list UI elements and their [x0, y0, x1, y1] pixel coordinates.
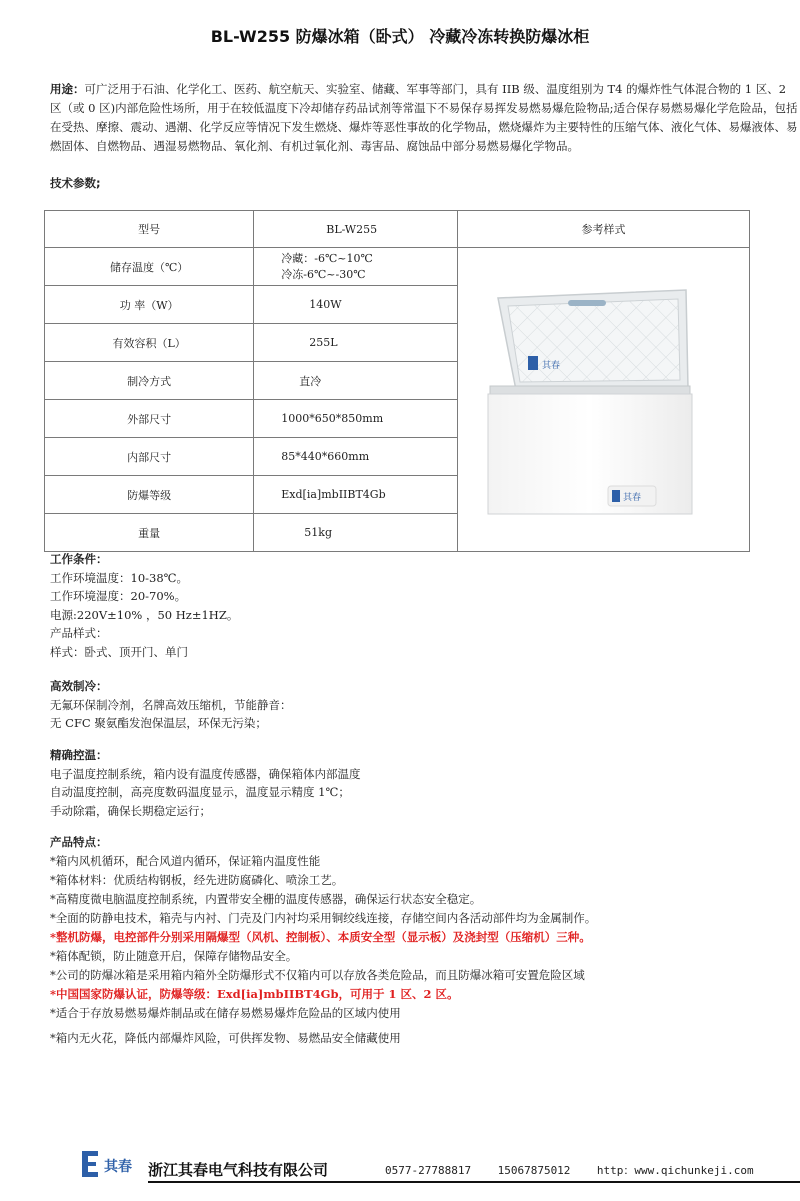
model-label: 型号	[45, 211, 254, 248]
explosion-grade-label: 防爆等级	[45, 476, 254, 514]
cooling-section	[50, 677, 790, 733]
feature-item: *公司的防爆冰箱是采用箱内箱外全防爆形式不仅箱内可以存放各类危险品，而且防爆冰箱可安置危险区域	[50, 968, 585, 982]
svg-text:其春: 其春	[541, 361, 560, 371]
storage-temp-refrigerate: 冷藏：-6℃~10℃	[281, 251, 373, 265]
feature-item-highlight: *整机防爆，电控部件分别采用隔爆型（风机、控制板）、本质安全型（显示板）及浇封型（压缩机）三种。	[50, 930, 591, 944]
feature-item: *箱体材料：优质结构钢板，经先进防腐磷化、喷涂工艺。	[50, 873, 344, 887]
footer	[80, 1147, 800, 1187]
weight-value: 51kg	[254, 514, 458, 552]
feature-item: *高精度微电脑温度控制系统，内置带安全栅的温度传感器，确保运行状态安全稳定。	[50, 892, 482, 906]
tech-params-heading: 技术参数;	[50, 176, 101, 190]
feature-item: *适合于存放易燃易爆炸制品或在储存易燃易爆炸危险品的区域内使用	[50, 1006, 401, 1020]
svg-text:其春: 其春	[104, 1159, 132, 1175]
internal-size-value: 85*440*660mm	[254, 438, 458, 476]
usage-text: 可广泛用于石油、化学化工、医药、航空航天、实验室、储藏、军事等部门，具有 IIB 级、温度组别为 T4 的爆炸性气体混合物的 1 区、2 区（或 0 区)内部危险性场所，用于在较低温度下冷却储存药品试剂等常温下不易保存易挥发易燃易爆危险物品;适合保存易燃易爆化学危险品，包括在受热、摩擦、震动、遇潮、化学反应等情况下发生燃烧、爆炸等恶性事故的化学物品，燃烧爆炸为主要特性的压缩气体、液化气体、易爆液体、易燃固体、自燃物品、遇湿易燃物品、氧化剂、有机过氧化剂、毒害品、腐蚀品中部分易燃易爆化学物品。	[50, 82, 798, 153]
freezer-image	[458, 248, 749, 546]
control-line: 电子温度控制系统，箱内设有温度传感器，确保箱体内部温度	[50, 766, 361, 781]
cooling-method-label: 制冷方式	[45, 362, 254, 400]
work-conditions	[50, 550, 790, 661]
contact-info: 0577-27788817 15067875012 http：www.qichunkeji.com	[385, 1164, 754, 1177]
external-size-value: 1000*650*850mm	[254, 400, 458, 438]
control-line: 自动温度控制，高亮度数码温度显示，温度显示精度 1℃；	[50, 785, 350, 799]
reference-image-label: 参考样式	[457, 211, 749, 248]
control-section	[50, 746, 790, 820]
internal-size-label: 内部尺寸	[45, 438, 254, 476]
features-section	[50, 833, 790, 1048]
company-name: 浙江其春电气科技有限公司	[148, 1161, 329, 1179]
feature-item: *箱内风机循环，配合风道内循环，保证箱内温度性能	[50, 854, 321, 868]
storage-temp-freeze: 冷冻-6℃~-30℃	[281, 267, 366, 281]
work-line: 工作环境湿度：20-70%。	[50, 589, 187, 603]
feature-item: *箱体配锁，防止随意开启，保障存储物品安全。	[50, 949, 298, 963]
control-line: 手动除霜，确保长期稳定运行；	[50, 803, 211, 818]
spec-table	[44, 210, 750, 552]
cooling-heading: 高效制冷：	[50, 679, 108, 693]
usage-label: 用途：	[50, 82, 85, 96]
power-label: 功 率（W）	[45, 286, 254, 324]
volume-label: 有效容积（L）	[45, 324, 254, 362]
cooling-line: 无 CFC 聚氨酯发泡保温层，环保无污染；	[50, 716, 267, 730]
storage-temp-value	[254, 248, 458, 286]
feature-item-highlight: *中国国家防爆认证，防爆等级：Exd[ia]mbIIBT4Gb，可用于 1 区、2 区。	[50, 987, 459, 1001]
work-line: 产品样式：	[50, 626, 108, 640]
cooling-line: 无氟环保制冷剂，名牌高效压缩机，节能静音：	[50, 697, 292, 712]
work-line: 电源:220V±10% ，50 Hz±1HZ。	[50, 607, 239, 622]
work-heading: 工作条件：	[50, 552, 108, 566]
work-line: 工作环境温度：10-38℃。	[50, 570, 189, 585]
feature-item: *全面的防静电技术，箱壳与内衬、门壳及门内衬均采用铜绞线连接，存储空间内各活动部件均为金属制作。	[50, 911, 597, 925]
external-size-label: 外部尺寸	[45, 400, 254, 438]
company-logo	[80, 1147, 142, 1181]
footer-divider	[148, 1181, 800, 1183]
reference-image-cell	[457, 248, 749, 552]
features-heading: 产品特点：	[50, 835, 108, 849]
page-title: BL-W255 防爆冰箱（卧式） 冷藏冷冻转换防爆冰柜	[210, 27, 590, 46]
volume-value: 255L	[254, 324, 458, 362]
explosion-grade-value: Exd[ia]mbIIBT4Gb	[254, 476, 458, 514]
svg-text:其春: 其春	[622, 493, 641, 503]
storage-temp-label: 储存温度（℃）	[45, 248, 254, 286]
usage-paragraph	[50, 80, 800, 156]
cooling-method-value: 直冷	[254, 362, 458, 400]
feature-item: *箱内无火花，降低内部爆炸风险，可供挥发物、易燃品安全储藏使用	[50, 1031, 401, 1045]
weight-label: 重量	[45, 514, 254, 552]
control-heading: 精确控温：	[50, 748, 108, 762]
work-line: 样式：卧式、顶开门、单门	[50, 644, 188, 659]
power-value: 140W	[254, 286, 458, 324]
model-value: BL-W255	[254, 211, 458, 248]
